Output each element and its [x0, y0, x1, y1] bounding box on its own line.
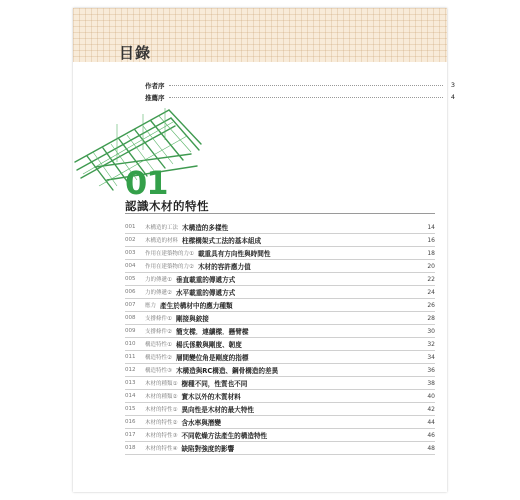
entry-page: 16 [427, 236, 435, 244]
entry-page: 40 [427, 392, 435, 400]
entry-page: 46 [427, 431, 435, 439]
entry-page: 42 [427, 405, 435, 413]
entry-page: 48 [427, 444, 435, 452]
entry-category: 應力 [145, 303, 157, 309]
entry-title: 木材的容許應力值 [197, 263, 251, 271]
entry-category: 木材的特性② [145, 420, 178, 426]
entry-title: 木構造與RC構造、鋼骨構造的差異 [175, 367, 279, 375]
entry-page: 18 [427, 249, 435, 257]
preface-page: 3 [450, 81, 455, 89]
entry-category: 支撐條件② [145, 329, 172, 335]
preface-row-recommend[interactable] [145, 92, 455, 102]
entry-number: 013 [125, 380, 136, 386]
entry-number: 016 [125, 419, 136, 425]
entry-title: 不同乾燥方法產生的構造特性 [181, 432, 268, 440]
entry-number: 015 [125, 406, 136, 412]
entry-title: 含水率與潛變 [181, 419, 221, 427]
entry-page: 30 [427, 327, 435, 335]
entry-number: 005 [125, 276, 136, 282]
chapter-divider [125, 213, 435, 214]
entry-title: 產生於構材中的應力種類 [160, 302, 233, 310]
entry-number: 001 [125, 224, 136, 230]
toc-entry[interactable] [125, 377, 435, 390]
entry-category: 作用在建築物的力① [145, 251, 194, 257]
entry-title: 垂直載重的傳遞方式 [175, 276, 236, 284]
entry-number: 006 [125, 289, 136, 295]
entry-title: 實木以外的木質材料 [181, 393, 241, 401]
entry-page: 36 [427, 366, 435, 374]
toc-entry[interactable] [125, 260, 435, 273]
entry-page: 20 [427, 262, 435, 270]
preface-page: 4 [450, 93, 455, 101]
entry-category: 構造特性③ [145, 368, 172, 374]
entry-page: 34 [427, 353, 435, 361]
toc-entry[interactable] [125, 299, 435, 312]
entry-number: 007 [125, 302, 136, 308]
entry-number: 017 [125, 432, 136, 438]
toc-entry[interactable] [125, 247, 435, 260]
entry-page: 26 [427, 301, 435, 309]
preface-label: 推薦序 [145, 93, 165, 102]
toc-entry[interactable] [125, 338, 435, 351]
entry-category: 作用在建築物的力② [145, 264, 194, 270]
toc-entry-list [125, 221, 435, 455]
entry-title: 層間變位角是剛度的指標 [175, 354, 249, 362]
preface-row-author[interactable] [145, 80, 455, 90]
chapter-title: 認識木材的特性 [125, 199, 209, 213]
toc-entry[interactable] [125, 416, 435, 429]
toc-entry[interactable] [125, 429, 435, 442]
entry-page: 28 [427, 314, 435, 322]
entry-title: 樹種不同，性質也不同 [181, 380, 248, 388]
leader-dots [169, 97, 444, 98]
entry-title: 異向性是木材的最大特性 [181, 406, 254, 414]
entry-page: 22 [427, 275, 435, 283]
entry-category: 木材的種類② [145, 394, 178, 400]
entry-title: 楊氏係數與剛度、韌度 [175, 341, 242, 349]
toc-entry[interactable] [125, 234, 435, 247]
entry-number: 014 [125, 393, 136, 399]
entry-category: 木構造的工法 [145, 225, 179, 231]
page-title: 目錄 [119, 44, 152, 62]
chapter-number: 01 [125, 164, 168, 202]
toc-entry[interactable] [125, 325, 435, 338]
entry-title: 缺陷對強度的影響 [181, 445, 235, 453]
entry-page: 24 [427, 288, 435, 296]
entry-title: 木構造的多樣性 [182, 224, 229, 232]
entry-number: 008 [125, 315, 136, 321]
entry-category: 構造特性② [145, 355, 172, 361]
toc-entry[interactable] [125, 312, 435, 325]
entry-number: 012 [125, 367, 136, 373]
entry-category: 木材的種類① [145, 381, 178, 387]
entry-category: 力的傳遞① [145, 277, 172, 283]
entry-title: 剛接與鉸接 [175, 315, 209, 323]
entry-page: 14 [427, 223, 435, 231]
toc-entry[interactable] [125, 403, 435, 416]
toc-entry[interactable] [125, 364, 435, 377]
entry-page: 32 [427, 340, 435, 348]
entry-title: 柱樑構架式工法的基本組成 [182, 237, 262, 245]
entry-number: 009 [125, 328, 136, 334]
toc-entry[interactable] [125, 390, 435, 403]
toc-entry[interactable] [125, 442, 435, 455]
entry-title: 水平載重的傳遞方式 [175, 289, 236, 297]
toc-entry[interactable] [125, 351, 435, 364]
entry-number: 018 [125, 445, 136, 451]
entry-title: 載重具有方向性與時間性 [197, 250, 271, 258]
toc-entry[interactable] [125, 286, 435, 299]
entry-category: 木構造的材料 [145, 238, 179, 244]
entry-category: 力的傳遞② [145, 290, 172, 296]
book-page [73, 8, 455, 492]
entry-title: 簡支樑．連續樑．懸臂樑 [175, 328, 249, 336]
entry-number: 002 [125, 237, 136, 243]
toc-entry[interactable] [125, 221, 435, 234]
toc-entry[interactable] [125, 273, 435, 286]
entry-category: 木材的特性① [145, 407, 178, 413]
entry-category: 支撐條件① [145, 316, 172, 322]
entry-page: 44 [427, 418, 435, 426]
entry-number: 004 [125, 263, 136, 269]
entry-number: 011 [125, 354, 136, 360]
entry-page: 38 [427, 379, 435, 387]
leader-dots [169, 85, 444, 86]
entry-category: 構造特性① [145, 342, 172, 348]
preface-label: 作者序 [145, 81, 165, 90]
entry-number: 003 [125, 250, 136, 256]
entry-category: 木材的特性④ [145, 446, 178, 452]
entry-category: 木材的特性③ [145, 433, 178, 439]
entry-number: 010 [125, 341, 136, 347]
